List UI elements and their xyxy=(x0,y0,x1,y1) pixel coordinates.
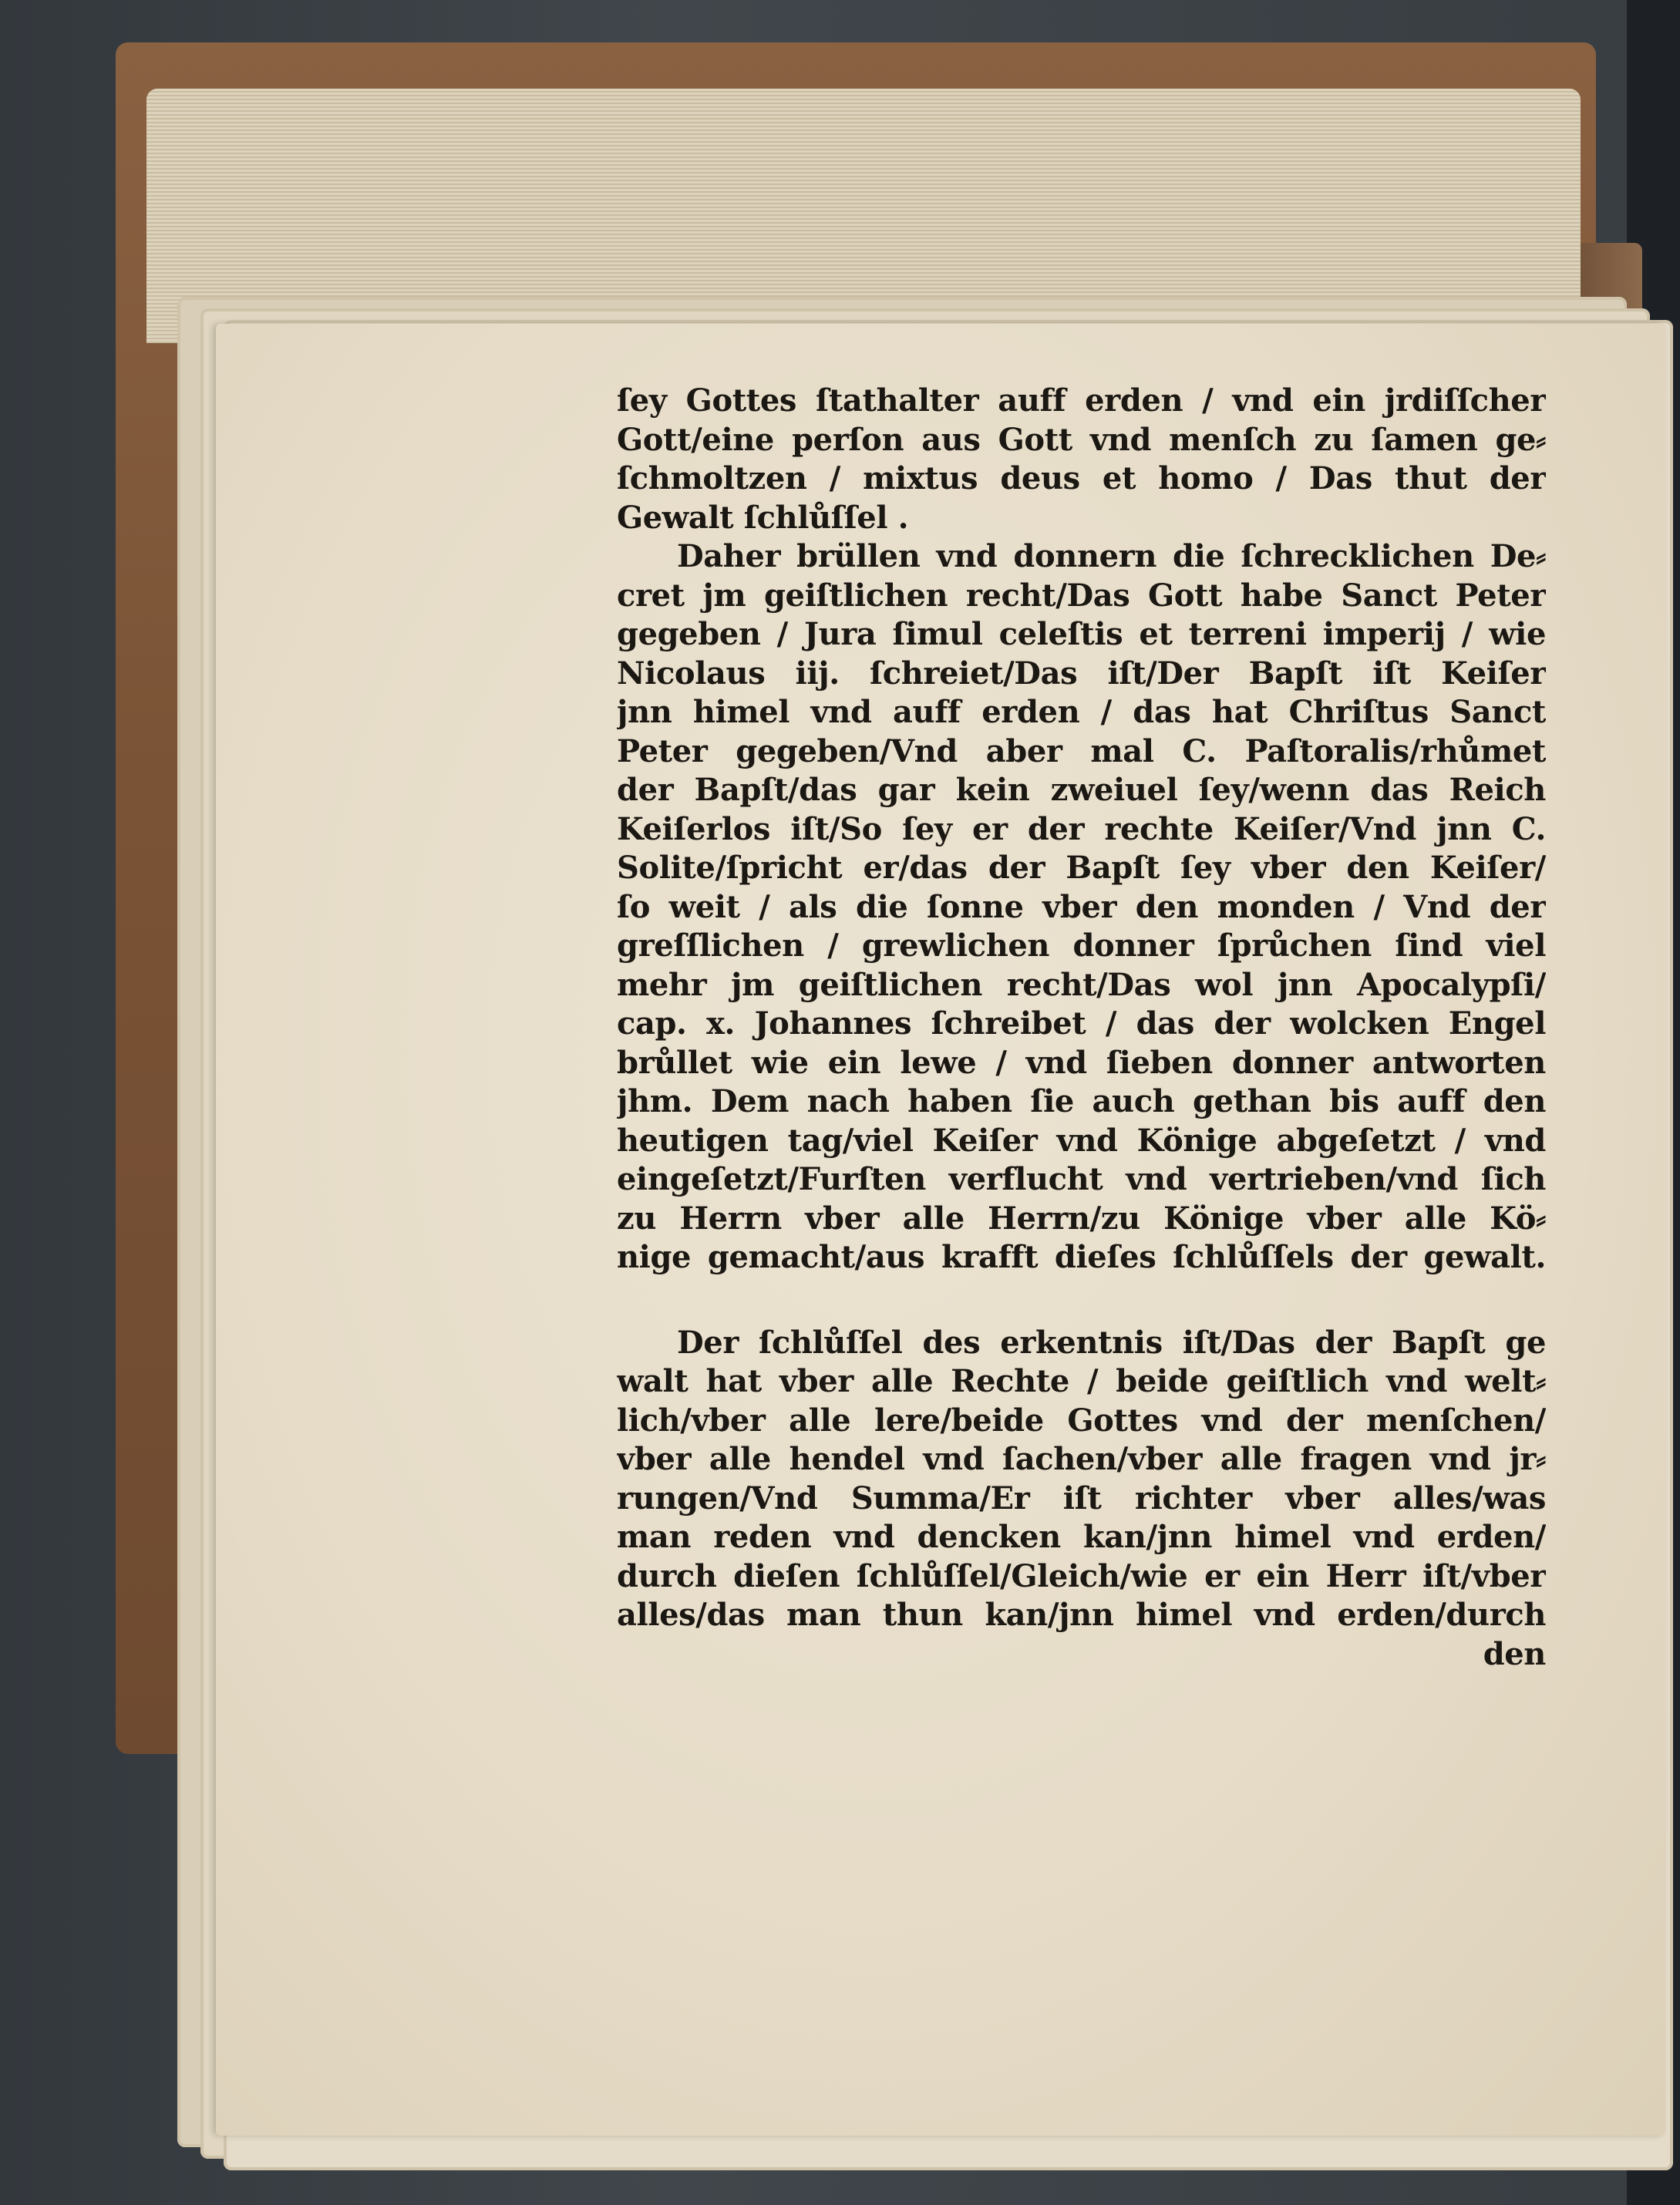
text-line: greſſlichen / grewlichen donner ſprůchen ſind viel xyxy=(617,927,1546,964)
text-line: Daher brüllen vnd donnern die ſchrecklichen De⸗ xyxy=(677,538,1546,574)
text-line: heutigen tag/viel Keiſer vnd Könige abgeſetzt / vnd xyxy=(617,1122,1546,1159)
text-line: ſo weit / als die ſonne vber den monden / Vnd der xyxy=(617,888,1546,925)
text-line: Der ſchlůſſel des erkentnis iſt/Das der Bapſt ge xyxy=(677,1324,1546,1361)
text-line: eingeſetzt/Furſten verflucht vnd vertrieben/vnd ſich xyxy=(617,1161,1546,1197)
text-line: Solite/ſpricht er/das der Bapſt ſey vber den Keiſer/ xyxy=(617,850,1546,886)
text-line: cap. x. Johannes ſchreibet / das der wolcken Engel xyxy=(617,1005,1546,1042)
text-line: Gott/eine perſon aus Gott vnd menſch zu ſamen ge⸗ xyxy=(617,421,1546,458)
text-line: Peter gegeben/Vnd aber mal C. Paſtoralis/rhůmet xyxy=(617,732,1546,769)
text-line: Keiſerlos iſt/So ſey er der rechte Keiſer/Vnd jnn C. xyxy=(617,810,1546,847)
text-line: jhm. Dem nach haben ſie auch gethan bis auff den xyxy=(617,1083,1546,1119)
text-line: rungen/Vnd Summa/Er iſt richter vber alles/was xyxy=(617,1480,1546,1517)
paragraph-3 xyxy=(617,1324,1546,1635)
text-line: ſchmoltzen / mixtus deus et homo / Das thut der xyxy=(617,460,1546,497)
text-line: nige gemacht/aus krafft dieſes ſchlůſſels der gewalt. xyxy=(617,1239,1546,1275)
page-text xyxy=(617,382,1546,1674)
text-line: durch dieſen ſchlůſſel/Gleich/wie er ein Herr iſt/vber xyxy=(617,1557,1546,1594)
text-line: brůllet wie ein lewe / vnd ſieben donner antworten xyxy=(617,1044,1546,1081)
text-line: der Bapſt/das gar kein zweiuel ſey/wenn das Reich xyxy=(617,772,1546,808)
text-line: lich/vber alle lere/beide Gottes vnd der menſchen/ xyxy=(617,1402,1546,1439)
text-line: Gewalt ſchlůſſel . xyxy=(617,499,909,536)
text-line: Nicolaus iij. ſchreiet/Das iſt/Der Bapſt iſt Keiſer xyxy=(617,655,1546,692)
text-line: cret jm geiſtlichen recht/Das Gott habe Sanct Peter xyxy=(617,577,1546,614)
text-line: jnn himel vnd auff erden / das hat Chriſtus Sanct xyxy=(617,694,1546,730)
text-line: gegeben / Jura ſimul celeſtis et terreni imperij / wie xyxy=(617,616,1546,652)
catchword: den xyxy=(1483,1635,1546,1672)
paragraph-2 xyxy=(617,537,1546,1278)
text-line: walt hat vber alle Rechte / beide geiſtlich vnd welt⸗ xyxy=(617,1363,1546,1399)
text-line: vber alle hendel vnd ſachen/vber alle fragen vnd jr⸗ xyxy=(617,1441,1546,1477)
text-line: alles/das man thun kan/jnn himel vnd erden/durch xyxy=(617,1597,1546,1633)
text-line: ſey Gottes ſtathalter auff erden / vnd ein jrdiſſcher xyxy=(617,382,1546,419)
paragraph-1 xyxy=(617,382,1546,537)
text-line: man reden vnd dencken kan/jnn himel vnd erden/ xyxy=(617,1519,1546,1555)
text-line: zu Herrn vber alle Herrn/zu Könige vber alle Kö⸗ xyxy=(617,1200,1546,1237)
text-line: mehr jm geiſtlichen recht/Das wol jnn Apocalypſi/ xyxy=(617,966,1546,1003)
paragraph-gap xyxy=(617,1278,1546,1324)
